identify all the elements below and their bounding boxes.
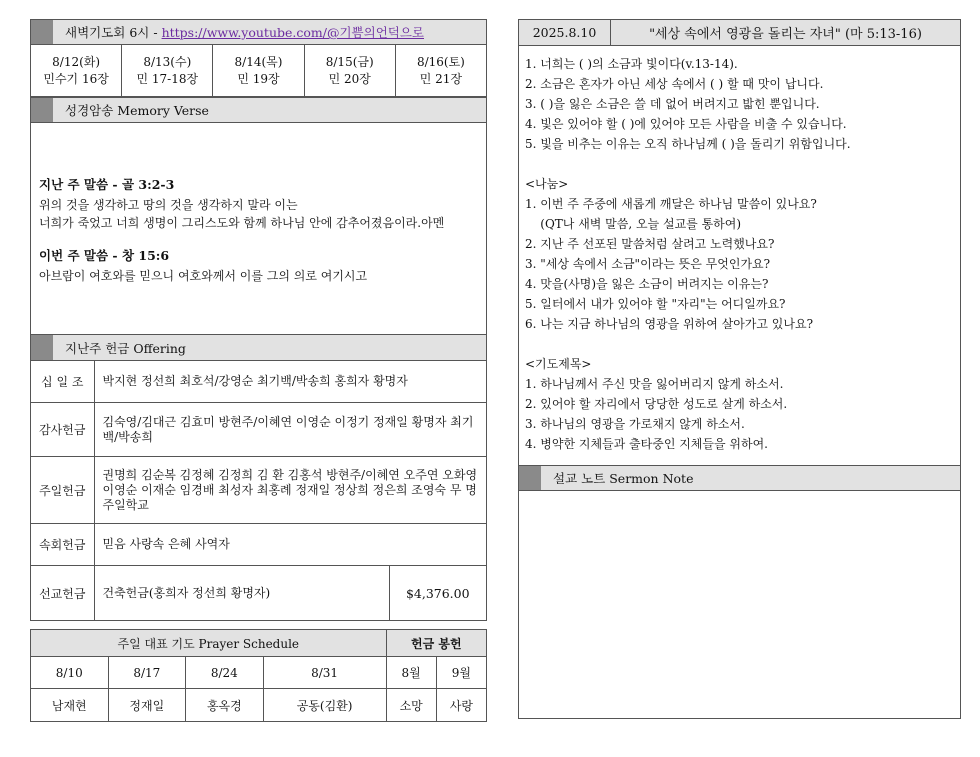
prayer-date: 8/17: [108, 657, 186, 689]
sermon-points: [519, 46, 960, 454]
sharing-question: 2. 지난 주 선포된 말씀처럼 살려고 노력했나요?: [525, 237, 775, 251]
header-tab-marker: [519, 466, 541, 490]
reading-passage: 민 21장: [419, 71, 463, 86]
offering-label: 주일헌금: [31, 457, 94, 524]
prayer-topic: 1. 하나님께서 주신 맛을 잃어버리지 않게 하소서.: [525, 377, 784, 391]
dedication-month: 9월: [436, 657, 486, 689]
sharing-question: 5. 일터에서 내가 있어야 할 "자리"는 어디일까요?: [525, 297, 786, 311]
prayer-date: 8/24: [186, 657, 264, 689]
offering-amount: $4,376.00: [389, 566, 486, 621]
sermon-point: 3. ( )을 잃은 소금은 쓸 데 없어 버려지고 밟힌 뿐입니다.: [525, 97, 820, 111]
dedication-group: 사랑: [436, 689, 486, 722]
dawn-prayer-label: 새벽기도회 6시 -: [65, 25, 162, 40]
reading-day: [304, 45, 395, 96]
sermon-point: 1. 너희는 ( )의 소금과 빛이다(v.13-14).: [525, 57, 738, 71]
reading-passage: 민수기 16장: [43, 71, 109, 86]
reading-passage: 민 19장: [237, 71, 280, 86]
header-tab-marker: [31, 335, 53, 360]
this-week-verse-heading: 이번 주 말씀 - 창 15:6: [39, 248, 170, 263]
reading-day: [395, 45, 486, 96]
memory-verse-title: 성경암송 Memory Verse: [65, 103, 209, 118]
sharing-heading: <나눔>: [525, 177, 569, 191]
reading-day: [212, 45, 303, 96]
sermon-note-header: [519, 466, 960, 491]
offering-dedication-title: 헌금 봉헌: [386, 630, 486, 657]
prayer-leader: 홍옥경: [186, 689, 264, 722]
this-week-verse: [31, 232, 486, 285]
sharing-question: 6. 나는 지금 하나님의 영광을 위하여 살아가고 있나요?: [525, 317, 814, 331]
prayer-topic: 2. 있어야 할 자리에서 당당한 성도로 살게 하소서.: [525, 397, 788, 411]
verse-line: 위의 것을 생각하고 땅의 것을 생각하지 말라 이는: [39, 198, 298, 212]
sermon-point: 5. 빛을 비추는 이유는 오직 하나님께 ( )을 돌리기 위함입니다.: [525, 137, 851, 151]
prayer-date: 8/10: [31, 657, 109, 689]
sermon-point: 4. 빛은 있어야 할 ( )에 있어야 모든 사람을 비출 수 있습니다.: [525, 117, 847, 131]
header-tab-marker: [31, 20, 53, 44]
offering-row-cell-group: [31, 524, 486, 566]
prayer-leader: 정재일: [108, 689, 186, 722]
header-tab-marker: [31, 98, 53, 122]
dawn-prayer-section: [30, 19, 487, 98]
prayer-topics-heading: <기도제목>: [525, 357, 592, 371]
dedication-group: 소망: [386, 689, 436, 722]
prayer-date: 8/31: [263, 657, 386, 689]
offering-names: 박지현 정선희 최호석/강영순 최기백/박송희 홍희자 황명자: [94, 361, 486, 403]
sharing-question: 4. 맛을(사명)을 잃은 소금이 버려지는 이유는?: [525, 277, 769, 291]
reading-date: 8/13(수): [143, 54, 192, 69]
last-week-verse-heading: 지난 주 말씀 - 골 3:2-3: [39, 177, 175, 192]
offering-label: 십 일 조: [31, 361, 94, 403]
verse-line: 너희가 죽었고 너희 생명이 그리스도와 함께 하나님 안에 감추어졌음이라.아멘: [39, 216, 445, 230]
reading-date: 8/12(화): [52, 54, 101, 69]
offering-names: 김숙영/김대근 김효미 방현주/이혜연 이영순 이정기 정재일 황명자 최기백/박송희: [94, 403, 486, 457]
sharing-question: 1. 이번 주 주중에 새롭게 깨달은 하나님 말씀이 있나요?: [525, 197, 817, 211]
reading-date: 8/14(목): [234, 54, 283, 69]
offering-title: 지난주 헌금 Offering: [65, 340, 186, 356]
memory-verse-section: [30, 97, 487, 335]
reading-day: [31, 45, 121, 96]
offering-row-thanks: [31, 403, 486, 457]
sermon-note-section: [518, 465, 961, 719]
offering-names: 건축헌금(홍희자 정선희 황명자): [94, 566, 389, 621]
sermon-note-area[interactable]: [519, 491, 960, 719]
sermon-title: "세상 속에서 영광을 돌리는 자녀" (마 5:13-16): [649, 27, 922, 42]
offering-names: 믿음 사랑속 은혜 사역자: [94, 524, 486, 566]
dedication-month: 8월: [386, 657, 436, 689]
offering-table: [31, 360, 486, 621]
reading-passage: 민 20장: [328, 71, 371, 86]
sermon-header: [519, 20, 960, 46]
sharing-question: (QT나 새벽 말씀, 오늘 설교를 통하여): [525, 217, 742, 231]
reading-passage: 민 17-18장: [136, 71, 199, 86]
offering-section: [30, 334, 487, 621]
prayer-leader: 남재현: [31, 689, 109, 722]
prayer-topic: 4. 병약한 지체들과 출타중인 지체들을 위하여.: [525, 437, 768, 451]
dawn-reading-schedule: [31, 45, 486, 97]
sermon-point: 2. 소금은 혼자가 아닌 세상 속에서 ( ) 할 때 맛이 납니다.: [525, 77, 824, 91]
last-week-verse: [31, 123, 486, 232]
youtube-link[interactable]: https://www.youtube.com/@기쁨의언덕으로: [161, 25, 424, 40]
prayer-schedule-table: [30, 629, 487, 722]
prayer-topic: 3. 하나님의 영광을 가로채지 않게 하소서.: [525, 417, 745, 431]
offering-row-tithe: [31, 361, 486, 403]
offering-label: 감사헌금: [31, 403, 94, 457]
prayer-schedule-section: [30, 629, 487, 721]
offering-row-mission: [31, 566, 486, 621]
sharing-question: 3. "세상 속에서 소금"이라는 뜻은 무엇인가요?: [525, 257, 771, 271]
prayer-schedule-title: 주일 대표 기도 Prayer Schedule: [31, 630, 387, 657]
sermon-note-title: 설교 노트 Sermon Note: [553, 471, 694, 486]
sermon-date: 2025.8.10: [519, 20, 611, 45]
prayer-leader: 공동(김환): [263, 689, 386, 722]
sermon-outline-section: [518, 19, 961, 466]
reading-day: [121, 45, 212, 96]
offering-header: [31, 335, 486, 360]
reading-date: 8/15(금): [325, 54, 374, 69]
offering-names: 권명희 김순복 김정혜 김정희 김 환 김홍석 방현주/이혜연 오주연 오화영 이영순 이재순 임경배 최성자 최홍례 정재일 정상희 정은희 조영숙 무 명 주일학교: [94, 457, 486, 524]
memory-verse-header: [31, 98, 486, 123]
offering-row-sunday: [31, 457, 486, 524]
reading-date: 8/16(토): [416, 54, 465, 69]
dawn-prayer-header: [31, 20, 486, 45]
offering-label: 속회헌금: [31, 524, 94, 566]
offering-label: 선교헌금: [31, 566, 94, 621]
verse-line: 아브람이 여호와를 믿으니 여호와께서 이를 그의 의로 여기시고: [39, 269, 368, 283]
